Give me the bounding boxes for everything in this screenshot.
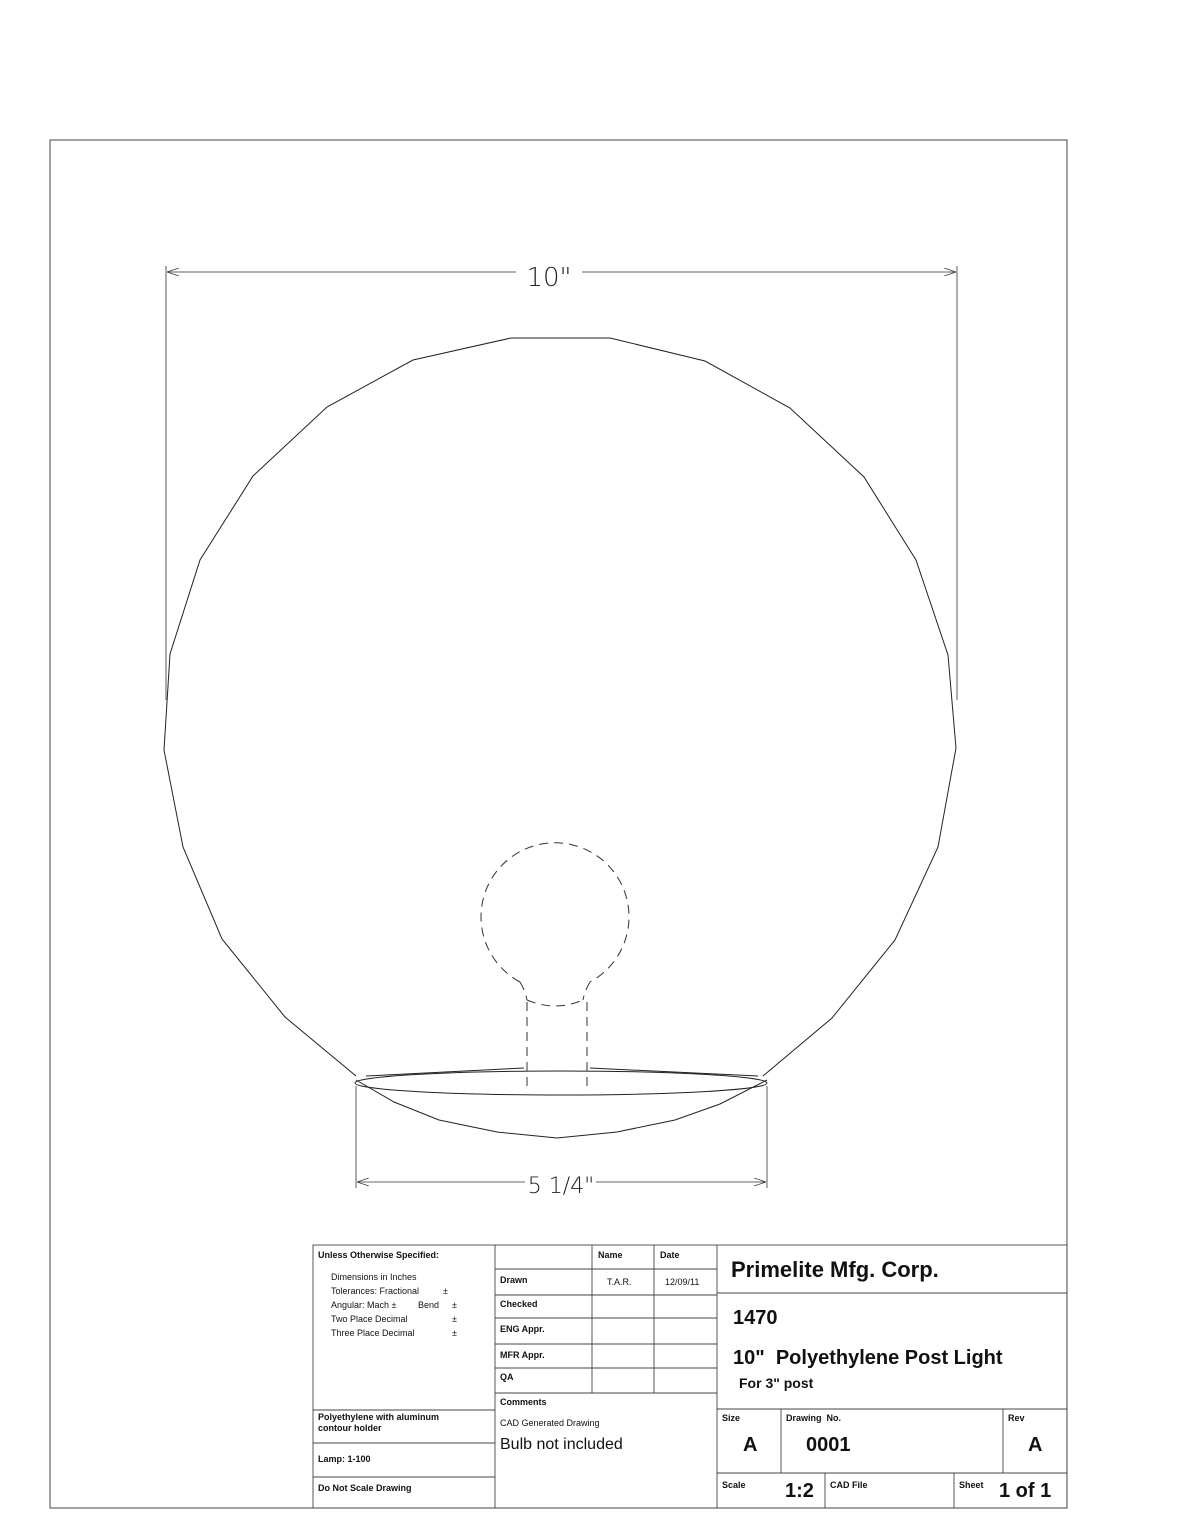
spec-three-place: Three Place Decimal xyxy=(331,1328,415,1338)
bulb-globe-dashed xyxy=(481,843,629,982)
drawing-subtitle: For 3" post xyxy=(739,1375,814,1391)
sheet-value: 1 of 1 xyxy=(999,1480,1052,1502)
width-dimension xyxy=(166,266,957,700)
bulb-neck-dashed xyxy=(520,982,590,1000)
globe-outline xyxy=(164,338,956,1076)
spec-dimensions: Dimensions in Inches xyxy=(331,1272,417,1282)
mfr-appr-label: MFR Appr. xyxy=(500,1350,545,1360)
drawing-border xyxy=(50,140,1067,1508)
spec-tol-fractional: Tolerances: Fractional xyxy=(331,1286,420,1296)
spec-angular-mach: Angular: Mach ± xyxy=(331,1300,397,1310)
comments-line-1: CAD Generated Drawing xyxy=(500,1418,600,1428)
drawn-date: 12/09/11 xyxy=(665,1277,700,1287)
comments-line-2: Bulb not included xyxy=(500,1436,623,1453)
cad-file-label: CAD File xyxy=(830,1480,868,1490)
size-label: Size xyxy=(722,1413,741,1423)
part-number: 1470 xyxy=(733,1307,778,1329)
drawing-title: 10" Polyethylene Post Light xyxy=(733,1347,1003,1369)
holder-rim xyxy=(355,1071,767,1095)
comments-label: Comments xyxy=(500,1397,547,1407)
spec-pm-two-place: ± xyxy=(452,1314,457,1324)
drawn-label: Drawn xyxy=(500,1275,528,1285)
scale-label: Scale xyxy=(722,1480,746,1490)
spec-bend: Bend xyxy=(418,1300,440,1310)
spec-heading: Unless Otherwise Specified: xyxy=(318,1250,440,1260)
rev-label: Rev xyxy=(1008,1413,1025,1423)
sheet-label: Sheet xyxy=(959,1480,984,1490)
eng-appr-label: ENG Appr. xyxy=(500,1324,545,1334)
rev-value: A xyxy=(1028,1434,1043,1456)
drawing-no-label: Drawing No. xyxy=(786,1413,842,1423)
drawn-name: T.A.R. xyxy=(607,1277,632,1287)
size-value: A xyxy=(743,1434,758,1456)
spec-two-place: Two Place Decimal xyxy=(331,1314,408,1324)
width-dimension-label: 10" xyxy=(526,263,572,293)
date-column-header: Date xyxy=(660,1250,680,1260)
material-note: Polyethylene with aluminum contour holder xyxy=(318,1412,440,1433)
base-dimension-label: 5 1/4" xyxy=(527,1174,595,1199)
spec-pm-bend: ± xyxy=(452,1300,457,1310)
lamp-note: Lamp: 1-100 xyxy=(318,1454,371,1464)
bulb-base-top-dashed xyxy=(527,1000,583,1006)
do-not-scale-note: Do Not Scale Drawing xyxy=(318,1483,412,1493)
bulb xyxy=(481,843,629,1090)
scale-value: 1:2 xyxy=(785,1480,814,1502)
drawing-no-value: 0001 xyxy=(806,1434,851,1456)
company-name: Primelite Mfg. Corp. xyxy=(731,1257,939,1282)
name-column-header: Name xyxy=(598,1250,623,1260)
checked-label: Checked xyxy=(500,1299,538,1309)
base-dimension xyxy=(356,1086,767,1188)
spec-pm-fractional: ± xyxy=(443,1286,448,1296)
qa-label: QA xyxy=(500,1372,514,1382)
spec-pm-three-place: ± xyxy=(452,1328,457,1338)
